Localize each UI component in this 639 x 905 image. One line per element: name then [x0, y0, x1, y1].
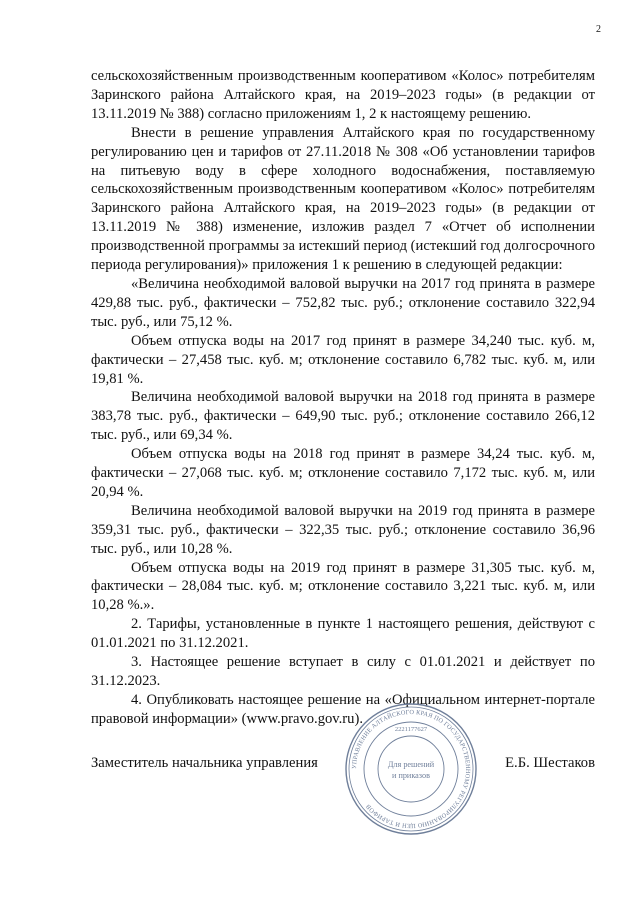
signatory-name: Е.Б. Шестаков	[505, 755, 595, 771]
seal-graphic	[343, 701, 479, 837]
seal-inner-ring	[378, 736, 444, 802]
signatory-position: Заместитель начальника управления	[91, 755, 318, 771]
document-body	[91, 67, 595, 729]
paragraph-amendment: Внести в решение управления Алтайского края по государственному регулированию цен и тарифов от 27.11.2018 № 308 «Об установлении тарифов на питьевую воду в сфере холодного водоснабжения, поставляемую сельскохозяйственным производственным кооперативом «Колос» потребителям Заринского района Алтайского края, на 2019–2023 годы» (в редакции от 13.11.2019 № 388) изменение, изложив раздел 7 «Отчет об исполнении производственной программы за истекший период (истекший год долгосрочного периода регулирования)» приложения 1 к решению в следующей редакции:	[91, 124, 595, 274]
seal-ring-textpath: УПРАВЛЕНИЕ АЛТАЙСКОГО КРАЯ ПО ГОСУДАРСТВЕННОМУ РЕГУЛИРОВАНИЮ ЦЕН И ТАРИФОВ	[350, 708, 472, 830]
page-number: 2	[596, 24, 601, 35]
paragraph-continuation: сельскохозяйственным производственным кооперативом «Колос» потребителям Заринского района Алтайского края, на 2019–2023 годы» (в редакции от 13.11.2019 № 388) согласно приложениям 1, 2 к настоящему решению.	[91, 68, 595, 122]
paragraph-water-2018: Объем отпуска воды на 2018 год принят в размере 34,24 тыс. куб. м, фактически – 27,068 тыс. куб. м; отклонение составило 7,172 тыс. куб. м, или 20,94 %.	[91, 446, 595, 500]
paragraph-clause-3: 3. Настоящее решение вступает в силу с 01.01.2021 и действует по 31.12.2023.	[91, 654, 595, 689]
seal-center-line-1: Для решений	[387, 760, 435, 769]
seal-id-number: 2221177627	[394, 726, 428, 733]
official-seal	[343, 701, 479, 837]
paragraph-revenue-2019: Величина необходимой валовой выручки на 2019 год принята в размере 359,31 тыс. руб., фактически – 322,35 тыс. руб.; отклонение составило 36,96 тыс. руб., или 10,28 %.	[91, 502, 595, 557]
paragraph-clause-2: 2. Тарифы, установленные в пункте 1 настоящего решения, действуют с 01.01.2021 по 31.12.2021.	[91, 616, 595, 652]
paragraph-revenue-2018: Величина необходимой валовой выручки на 2018 год принята в размере 383,78 тыс. руб., фактически – 649,90 тыс. руб.; отклонение составило 266,12 тыс. руб., или 69,34 %.	[91, 389, 595, 444]
seal-outer-ring	[346, 704, 476, 834]
seal-center-line-2: и приказов	[392, 771, 430, 780]
paragraph-revenue-2017: «Величина необходимой валовой выручки на 2017 год принята в размере 429,88 тыс. руб., фактически – 752,82 тыс. руб.; отклонение составило 322,94 тыс. руб., или 75,12 %.	[91, 275, 595, 330]
paragraph-water-2017: Объем отпуска воды на 2017 год принят в размере 34,240 тыс. куб. м, фактически – 27,458 тыс. куб. м; отклонение составило 6,782 тыс. куб. м, или 19,81 %.	[91, 332, 595, 387]
paragraph-clause-4: 4. Опубликовать настоящее решение на «Официальном интернет-портале правовой информации» (www.pravo.gov.ru).	[91, 691, 595, 727]
paragraph-water-2019: Объем отпуска воды на 2019 год принят в размере 31,305 тыс. куб. м, фактически – 28,084 тыс. куб. м; отклонение составило 3,221 тыс. куб. м, или 10,28 %.».	[91, 559, 595, 614]
